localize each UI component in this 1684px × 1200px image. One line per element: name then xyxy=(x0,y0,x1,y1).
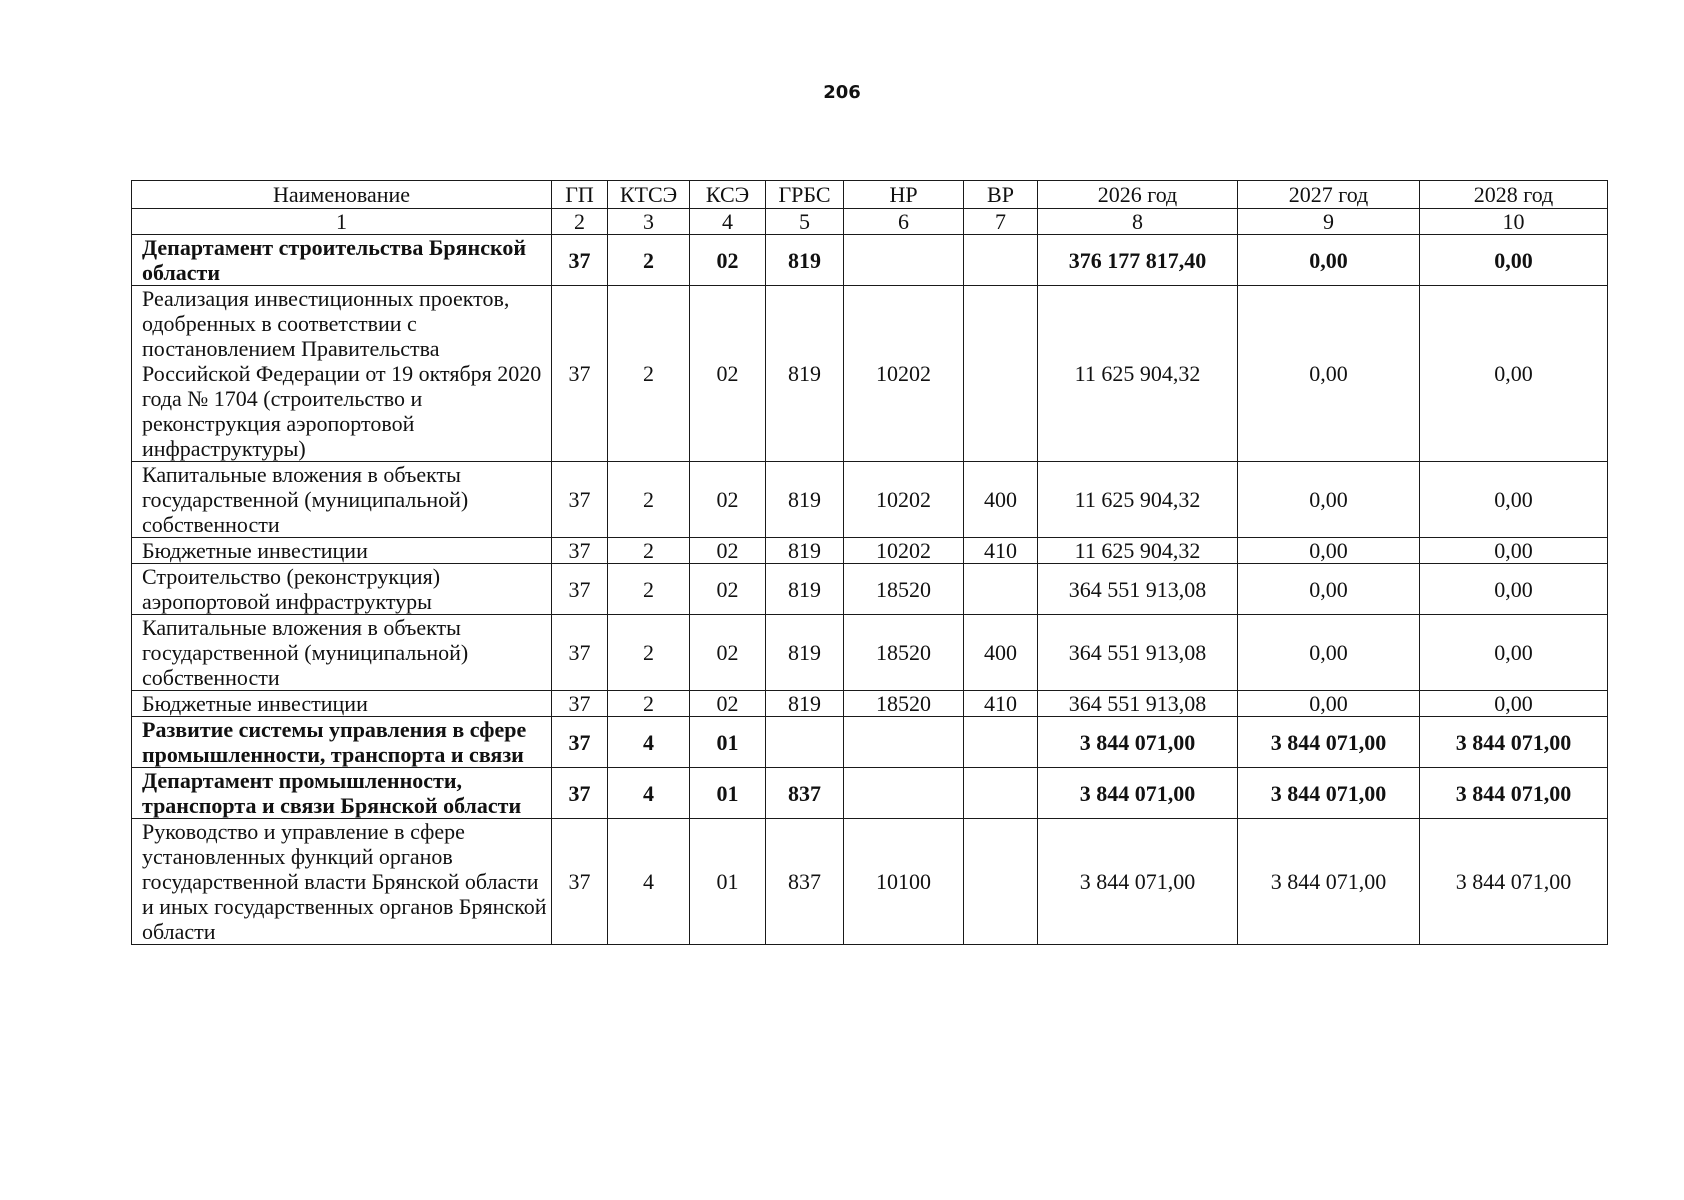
cell-gp: 37 xyxy=(552,819,608,945)
cell-2027: 0,00 xyxy=(1238,564,1420,615)
cell-ktse: 4 xyxy=(608,768,690,819)
cell-2028: 3 844 071,00 xyxy=(1420,768,1608,819)
cell-nr: 18520 xyxy=(844,691,964,717)
cell-gp: 37 xyxy=(552,768,608,819)
row-name: Капитальные вложения в объекты государственной (муниципальной) собственности xyxy=(132,615,552,691)
cell-nr: 10202 xyxy=(844,462,964,538)
row-name: Реализация инвестиционных проектов, одобренных в соответствии с постановлением Правительства Российской Федерации от 19 октября 2020 года № 1704 (строительство и реконструкция аэропортовой инфраструктуры) xyxy=(132,286,552,462)
cell-vr xyxy=(964,235,1038,286)
cell-nr: 18520 xyxy=(844,615,964,691)
cell-2026: 11 625 904,32 xyxy=(1038,462,1238,538)
cell-grbs: 819 xyxy=(766,615,844,691)
row-name: Строительство (реконструкция) аэропортовой инфраструктуры xyxy=(132,564,552,615)
cell-2026: 11 625 904,32 xyxy=(1038,286,1238,462)
cell-2026: 3 844 071,00 xyxy=(1038,717,1238,768)
cell-grbs: 837 xyxy=(766,819,844,945)
table-row xyxy=(132,235,1608,286)
cell-nr xyxy=(844,235,964,286)
row-name: Департамент строительства Брянской области xyxy=(132,235,552,286)
table-row xyxy=(132,819,1608,945)
cell-vr xyxy=(964,286,1038,462)
cell-kse: 02 xyxy=(690,538,766,564)
cell-kse: 01 xyxy=(690,717,766,768)
cell-2026: 376 177 817,40 xyxy=(1038,235,1238,286)
row-name: Руководство и управление в сфере установленных функций органов государственной власти Брянской области и иных государственных органов Брянской области xyxy=(132,819,552,945)
column-header: НР xyxy=(844,181,964,209)
cell-kse: 01 xyxy=(690,819,766,945)
page-number: 206 xyxy=(823,82,861,103)
cell-gp: 37 xyxy=(552,538,608,564)
cell-grbs xyxy=(766,717,844,768)
cell-grbs: 819 xyxy=(766,564,844,615)
column-header: ГРБС xyxy=(766,181,844,209)
column-header: ГП xyxy=(552,181,608,209)
table-row xyxy=(132,717,1608,768)
column-number: 8 xyxy=(1038,209,1238,235)
column-number: 10 xyxy=(1420,209,1608,235)
row-name: Развитие системы управления в сфере промышленности, транспорта и связи xyxy=(132,717,552,768)
cell-grbs: 837 xyxy=(766,768,844,819)
cell-gp: 37 xyxy=(552,235,608,286)
column-number: 6 xyxy=(844,209,964,235)
cell-gp: 37 xyxy=(552,691,608,717)
column-number-row xyxy=(132,209,1608,235)
column-number: 7 xyxy=(964,209,1038,235)
row-name: Департамент промышленности, транспорта и связи Брянской области xyxy=(132,768,552,819)
cell-grbs: 819 xyxy=(766,235,844,286)
cell-ktse: 2 xyxy=(608,538,690,564)
row-name: Бюджетные инвестиции xyxy=(132,538,552,564)
cell-vr xyxy=(964,819,1038,945)
cell-2027: 3 844 071,00 xyxy=(1238,768,1420,819)
budget-table xyxy=(131,180,1608,945)
cell-nr xyxy=(844,717,964,768)
cell-ktse: 2 xyxy=(608,462,690,538)
column-number: 5 xyxy=(766,209,844,235)
cell-grbs: 819 xyxy=(766,538,844,564)
cell-gp: 37 xyxy=(552,615,608,691)
column-number: 3 xyxy=(608,209,690,235)
cell-2028: 0,00 xyxy=(1420,286,1608,462)
table-row xyxy=(132,538,1608,564)
cell-ktse: 2 xyxy=(608,235,690,286)
cell-2028: 3 844 071,00 xyxy=(1420,717,1608,768)
column-header: Наименование xyxy=(132,181,552,209)
column-header: ВР xyxy=(964,181,1038,209)
cell-gp: 37 xyxy=(552,717,608,768)
cell-nr: 10202 xyxy=(844,286,964,462)
column-number: 9 xyxy=(1238,209,1420,235)
cell-gp: 37 xyxy=(552,564,608,615)
cell-kse: 02 xyxy=(690,462,766,538)
cell-2026: 364 551 913,08 xyxy=(1038,564,1238,615)
cell-2028: 0,00 xyxy=(1420,564,1608,615)
cell-vr xyxy=(964,564,1038,615)
cell-vr: 400 xyxy=(964,462,1038,538)
cell-vr: 400 xyxy=(964,615,1038,691)
cell-2027: 3 844 071,00 xyxy=(1238,819,1420,945)
cell-grbs: 819 xyxy=(766,691,844,717)
table-row xyxy=(132,286,1608,462)
cell-kse: 01 xyxy=(690,768,766,819)
cell-vr: 410 xyxy=(964,691,1038,717)
cell-kse: 02 xyxy=(690,286,766,462)
cell-kse: 02 xyxy=(690,235,766,286)
cell-2026: 3 844 071,00 xyxy=(1038,819,1238,945)
row-name: Бюджетные инвестиции xyxy=(132,691,552,717)
column-number: 1 xyxy=(132,209,552,235)
column-header: 2026 год xyxy=(1038,181,1238,209)
table-row xyxy=(132,691,1608,717)
cell-nr: 10202 xyxy=(844,538,964,564)
cell-2027: 0,00 xyxy=(1238,235,1420,286)
cell-2028: 0,00 xyxy=(1420,691,1608,717)
cell-ktse: 2 xyxy=(608,564,690,615)
cell-2027: 0,00 xyxy=(1238,691,1420,717)
cell-2027: 0,00 xyxy=(1238,615,1420,691)
column-header: КСЭ xyxy=(690,181,766,209)
cell-ktse: 4 xyxy=(608,717,690,768)
cell-2027: 0,00 xyxy=(1238,286,1420,462)
cell-nr: 10100 xyxy=(844,819,964,945)
cell-vr: 410 xyxy=(964,538,1038,564)
cell-2028: 0,00 xyxy=(1420,235,1608,286)
column-header: 2028 год xyxy=(1420,181,1608,209)
cell-ktse: 2 xyxy=(608,691,690,717)
cell-kse: 02 xyxy=(690,615,766,691)
cell-ktse: 4 xyxy=(608,819,690,945)
cell-2026: 3 844 071,00 xyxy=(1038,768,1238,819)
cell-2027: 0,00 xyxy=(1238,538,1420,564)
column-header: 2027 год xyxy=(1238,181,1420,209)
cell-kse: 02 xyxy=(690,564,766,615)
column-header: КТСЭ xyxy=(608,181,690,209)
table-row xyxy=(132,462,1608,538)
row-name: Капитальные вложения в объекты государственной (муниципальной) собственности xyxy=(132,462,552,538)
cell-2027: 3 844 071,00 xyxy=(1238,717,1420,768)
cell-gp: 37 xyxy=(552,462,608,538)
table-row xyxy=(132,615,1608,691)
column-number: 4 xyxy=(690,209,766,235)
cell-2026: 364 551 913,08 xyxy=(1038,615,1238,691)
cell-vr xyxy=(964,768,1038,819)
table-row xyxy=(132,564,1608,615)
cell-ktse: 2 xyxy=(608,615,690,691)
cell-nr xyxy=(844,768,964,819)
cell-2026: 11 625 904,32 xyxy=(1038,538,1238,564)
cell-grbs: 819 xyxy=(766,462,844,538)
table-header-row xyxy=(132,181,1608,209)
cell-vr xyxy=(964,717,1038,768)
cell-2028: 0,00 xyxy=(1420,462,1608,538)
cell-2028: 0,00 xyxy=(1420,538,1608,564)
cell-2026: 364 551 913,08 xyxy=(1038,691,1238,717)
cell-kse: 02 xyxy=(690,691,766,717)
table-row xyxy=(132,768,1608,819)
cell-grbs: 819 xyxy=(766,286,844,462)
column-number: 2 xyxy=(552,209,608,235)
cell-2028: 0,00 xyxy=(1420,615,1608,691)
cell-nr: 18520 xyxy=(844,564,964,615)
cell-ktse: 2 xyxy=(608,286,690,462)
cell-2027: 0,00 xyxy=(1238,462,1420,538)
cell-gp: 37 xyxy=(552,286,608,462)
cell-2028: 3 844 071,00 xyxy=(1420,819,1608,945)
